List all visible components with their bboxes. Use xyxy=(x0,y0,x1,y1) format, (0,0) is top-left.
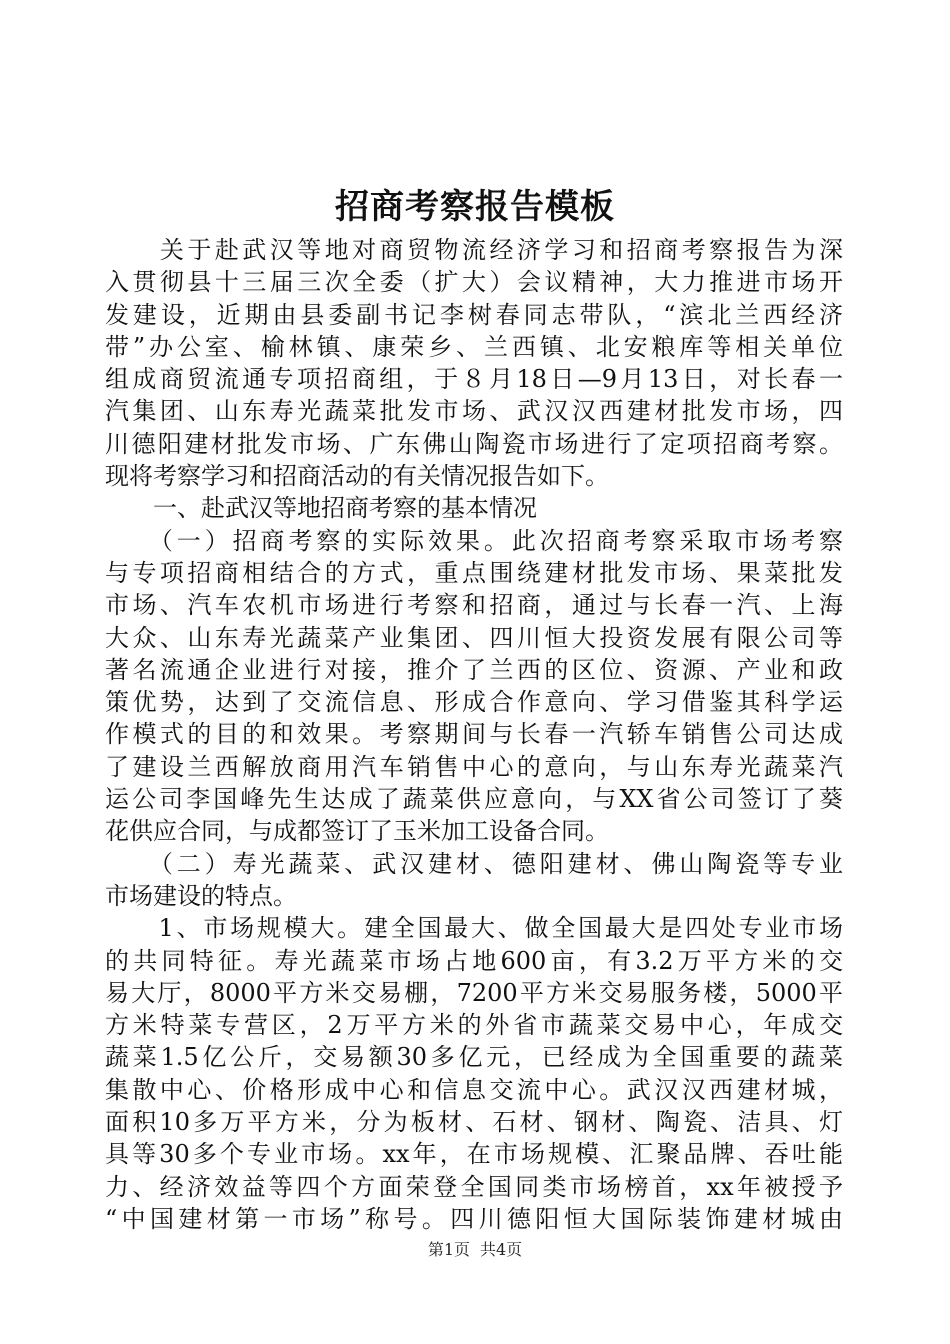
body-line: 花供应合同，与成都签订了玉米加工设备合同。 xyxy=(105,817,609,846)
body-line: 方米特菜专营区，2万平方米的外省市蔬菜交易中心，年成交 xyxy=(105,1011,843,1040)
document-body xyxy=(105,234,843,1235)
body-line: 发建设，近期由县委副书记李树春同志带队，“滨北兰西经济 xyxy=(105,300,843,329)
body-line: 现将考察学习和招商活动的有关情况报告如下。 xyxy=(105,462,609,491)
body-line: 运公司李国峰先生达成了蔬菜供应意向，与XX省公司签订了葵 xyxy=(105,785,843,814)
document-title: 招商考察报告模板 xyxy=(335,187,615,227)
body-line: 1、市场规模大。建全国最大、做全国最大是四处专业市场 xyxy=(105,914,843,943)
section-heading: 一、赴武汉等地招商考察的基本情况 xyxy=(105,494,537,523)
body-line: 市场建设的特点。 xyxy=(105,881,297,910)
body-line: 策优势，达到了交流信息、形成合作意向、学习借鉴其科学运 xyxy=(105,688,843,717)
body-line: 具等30多个专业市场。xx年，在市场规模、汇聚品牌、吞吐能 xyxy=(105,1140,843,1169)
body-line: 蔬菜1.5亿公斤，交易额30多亿元，已经成为全国重要的蔬菜 xyxy=(105,1043,843,1072)
body-line: 入贯彻县十三届三次全委（扩大）会议精神，大力推进市场开 xyxy=(105,268,843,297)
body-line: 带”办公室、榆林镇、康荣乡、兰西镇、北安粮库等相关单位 xyxy=(105,332,843,361)
body-line: 市场、汽车农机市场进行考察和招商，通过与长春一汽、上海 xyxy=(105,591,843,620)
body-line: 组成商贸流通专项招商组，于８月18日—9月13日，对长春一 xyxy=(105,365,843,394)
body-line: 易大厅，8000平方米交易棚，7200平方米交易服务楼，5000平 xyxy=(105,978,843,1007)
body-line: 大众、山东寿光蔬菜产业集团、四川恒大投资发展有限公司等 xyxy=(105,623,843,652)
body-line: 了建设兰西解放商用汽车销售中心的意向，与山东寿光蔬菜汽 xyxy=(105,752,843,781)
body-line: 面积10多万平方米，分为板材、石材、钢材、陶瓷、洁具、灯 xyxy=(105,1108,843,1137)
body-line: 川德阳建材批发市场、广东佛山陶瓷市场进行了定项招商考察。 xyxy=(105,429,843,458)
body-line: 作模式的目的和效果。考察期间与长春一汽轿车销售公司达成 xyxy=(105,720,843,749)
body-line: 的共同特征。寿光蔬菜市场占地600亩，有3.2万平方米的交 xyxy=(105,946,843,975)
body-line: （一）招商考察的实际效果。此次招商考察采取市场考察 xyxy=(105,526,843,555)
page-number: 第1页 xyxy=(427,1240,470,1259)
body-line: 力、经济效益等四个方面荣登全国同类市场榜首，xx年被授予 xyxy=(105,1172,843,1201)
body-line: （二）寿光蔬菜、武汉建材、德阳建材、佛山陶瓷等专业 xyxy=(105,849,843,878)
body-line: 与专项招商相结合的方式，重点围绕建材批发市场、果菜批发 xyxy=(105,558,843,587)
body-line: 集散中心、价格形成中心和信息交流中心。武汉汉西建材城， xyxy=(105,1075,843,1104)
body-line: 汽集团、山东寿光蔬菜批发市场、武汉汉西建材批发市场，四 xyxy=(105,397,843,426)
body-line: 关于赴武汉等地对商贸物流经济学习和招商考察报告为深 xyxy=(105,236,843,264)
page-footer xyxy=(0,1239,950,1261)
body-line: 著名流通企业进行对接，推介了兰西的区位、资源、产业和政 xyxy=(105,655,843,684)
body-line: “中国建材第一市场”称号。四川德阳恒大国际装饰建材城由 xyxy=(105,1204,843,1233)
page-total: 共4页 xyxy=(480,1240,523,1259)
